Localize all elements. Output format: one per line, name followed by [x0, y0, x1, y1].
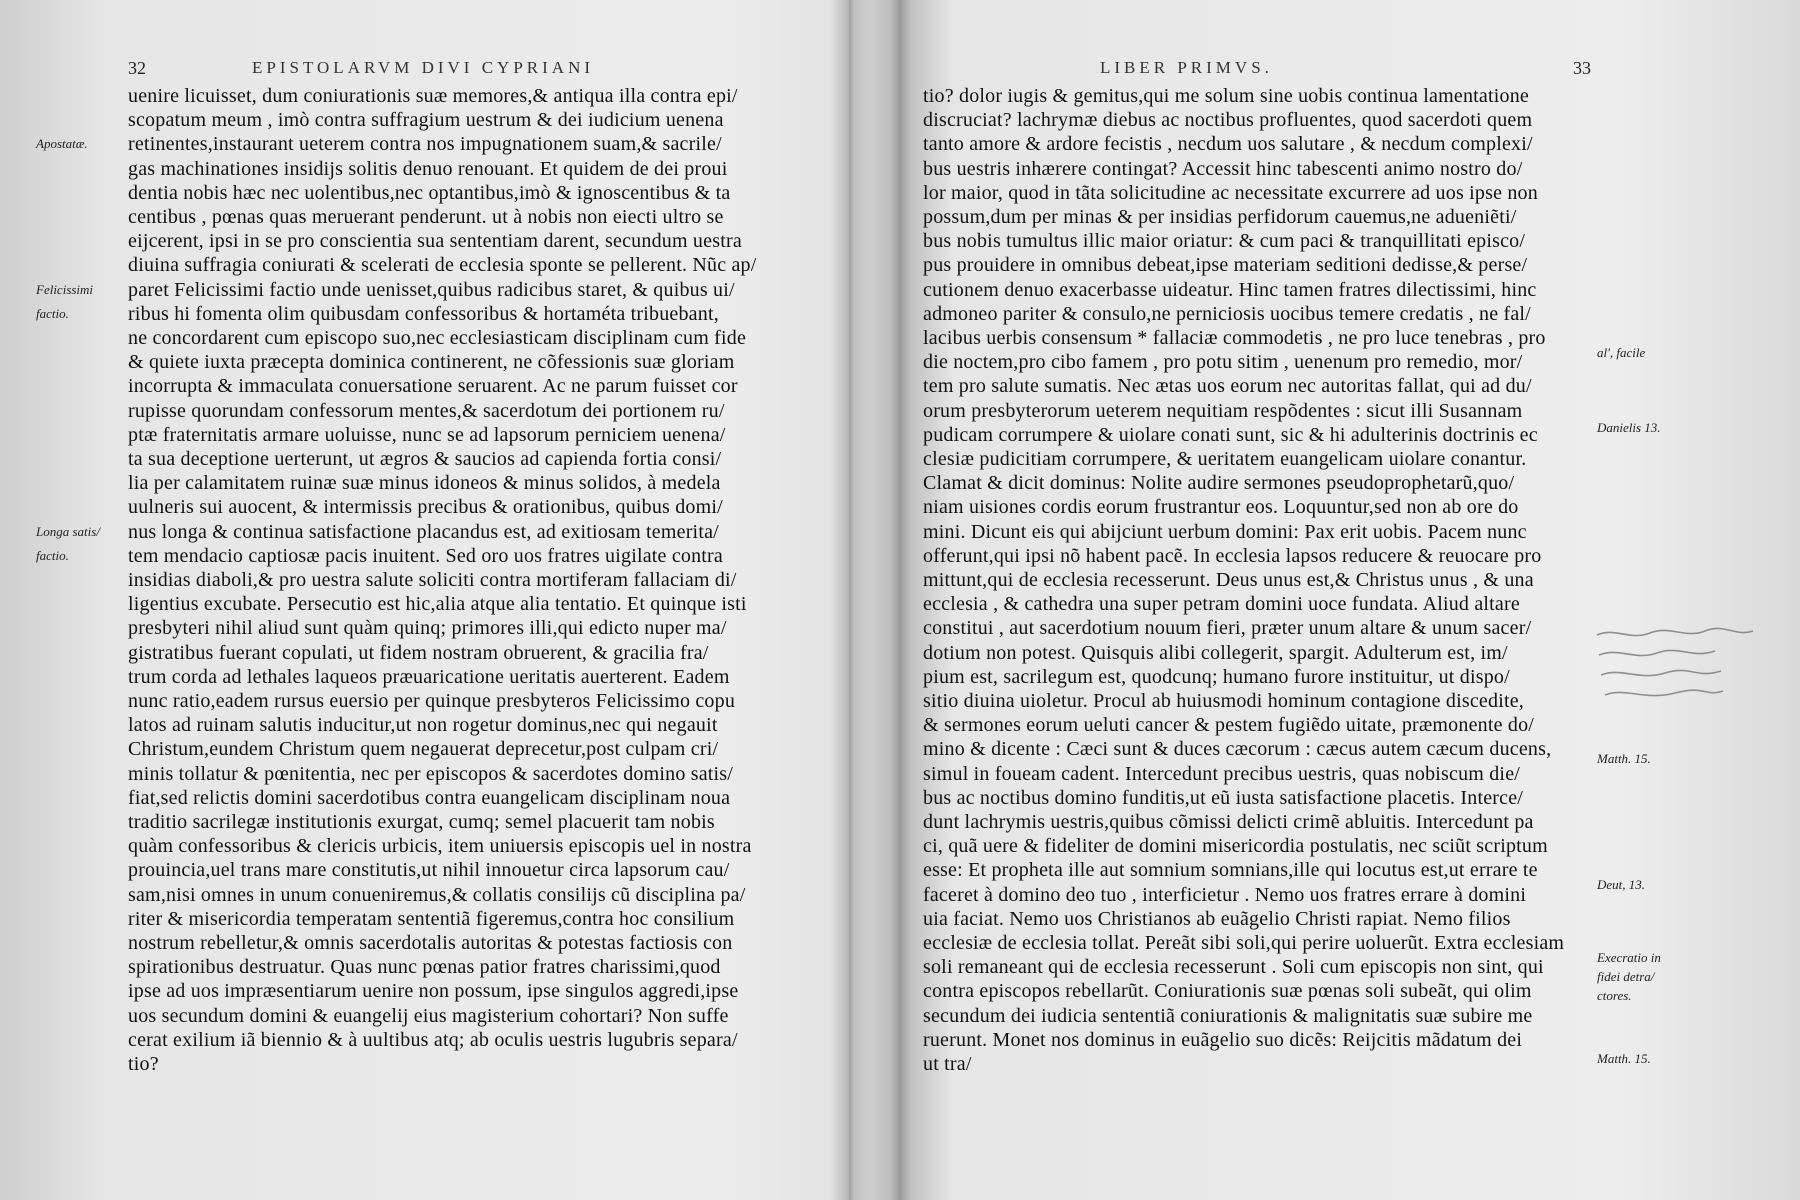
left-margin-note: factio. — [36, 547, 69, 563]
left-text-line: prouincia,uel trans mare constitutis,ut nihil innouetur circa lapsorum cau/ — [128, 859, 730, 882]
left-text-line: ne concordarent cum episcopo suo,nec ecclesiasticam disciplinam cum fide — [128, 327, 747, 349]
right-text-line: pus prouidere in omnibus debeat,ipse materiam seditioni dedisse,& perse/ — [923, 254, 1528, 277]
left-text-line: scopatum meum , imò contra suffragium uestrum & dei iudicium uenena — [128, 109, 724, 132]
right-text-line: die noctem,pro cibo famem , pro potu sitim , uenenum pro remedio, mor/ — [923, 351, 1523, 374]
left-text-line: & quiete iuxta præcepta dominica continerent, ne cõfessionis suæ gloriam — [128, 351, 735, 374]
right-text-line: ut tra/ — [923, 1053, 972, 1075]
right-text-line: contra episcopos rebellarũt. Coniurationis suæ pœnas soli subeãt, qui olim — [923, 980, 1532, 1003]
left-text-line: gas machinationes insidijs solitis denuo renouant. Et quidem de dei proui — [128, 157, 728, 180]
left-text-line: nunc ratio,eadem rursus euersio per quinque presbyteros Felicissimo copu — [128, 690, 736, 712]
right-margin-note: al', facile — [1597, 344, 1646, 360]
right-text-line: pudicam corrumpere & uiolare conati sunt, sic & hi adulterinis doctrinis ec — [923, 423, 1538, 446]
left-margin-note: Felicissimi — [36, 281, 94, 297]
right-margin-note: Execratio in — [1597, 949, 1661, 965]
right-text-line: bus uestris inhærere contingat? Accessit hinc tabescenti animo nostro do/ — [923, 157, 1523, 180]
left-text-line: spirationibus destruatur. Quas nunc pœnas patior fratres charissimi,quod — [128, 956, 721, 979]
right-margin-note: fidei detra/ — [1597, 968, 1655, 984]
left-text-line: tio? — [128, 1053, 159, 1075]
left-text-line: presbyteri nihil aliud sunt quàm quinq; primores illi,qui edicto nuper ma/ — [128, 617, 727, 640]
right-text-line: mittunt,qui de ecclesia recesserunt. Deus unus est,& Christus unus , & una — [923, 569, 1534, 591]
right-text-line: admoneo pariter & consulo,ne perniciosis uocibus temere credatis , ne fal/ — [923, 302, 1531, 325]
left-text-line: ligentius excubate. Persecutio est hic,alia atque alia tentatio. Et quinque isti — [128, 593, 747, 616]
left-text-line: gistratibus fuerant copulati, ut fidem nostram obruerent, & gracilia fra/ — [128, 641, 709, 664]
left-text-line: ptæ fraternitatis armare uoluisse, nunc se ad lapsorum perniciem uenena/ — [128, 423, 726, 446]
right-text-line: ruerunt. Monet nos dominus in euãgelio suo dicẽs: Reijcitis mãdatum dei — [923, 1028, 1523, 1051]
left-text-line: eijcerent, ipsi in se pro conscientia sua sententiam darent, secundum uestra — [128, 230, 742, 253]
right-text-line: offerunt,qui ipsi nõ habent pacẽ. In ecclesia lapsos reducere & reuocare pro — [923, 544, 1542, 567]
right-page — [855, 0, 1800, 1200]
left-page — [0, 0, 845, 1200]
left-text-line: tem mendacio captiosæ pacis inuitent. Sed oro uos fratres uigilate contra — [128, 544, 723, 567]
left-text-line: uos secundum domini & euangelij eius magisterium cohortari? Non suffe — [128, 1004, 729, 1027]
right-text-line: pium est, sacrilegum est, quodcunq; humano furore instituitur, ut dispo/ — [923, 665, 1510, 688]
left-text-line: cerat exilium iã biennio & à uultibus atq; ab oculis uestris lugubris separa/ — [128, 1028, 738, 1051]
left-text-line: paret Felicissimi factio unde uenisset,quibus radicibus staret, & quibus ui/ — [128, 278, 735, 301]
right-text-line: ecclesia , & cathedra una super petram domini uoce fundata. Aliud altare — [923, 593, 1520, 616]
right-margin-note: Matth. 15. — [1597, 1051, 1651, 1067]
left-text-line: dentia nobis hæc nec uolentibus,nec optantibus,imò & ignoscentibus & ta — [128, 181, 731, 204]
right-text-line: dotium non potest. Quisquis alibi collegerit, spargit. Adulterum est, im/ — [923, 641, 1508, 664]
left-text-line: minis tollatur & pœnitentia, nec per episcopos & sacerdotes domino satis/ — [128, 762, 734, 785]
left-text-line: sam,nisi omnes in unum conueniremus,& collatis consilijs cũ disciplina pa/ — [128, 883, 746, 906]
right-text-line: clesiæ pudicitiam corrumpere, & ueritatem euangelicam uiolare conantur. — [923, 448, 1527, 470]
right-text-line: orum presbyterorum ueterem nequitiam respõdentes : sicut illi Susannam — [923, 399, 1523, 422]
left-text-line: fiat,sed relictis domini sacerdotibus contra euangelicam disciplinam noua — [128, 786, 731, 809]
left-margin-note: factio. — [36, 305, 69, 321]
left-folio: 32 — [128, 58, 146, 78]
right-text-line: sitio diuina uioletur. Procul ab huiusmodi hominum contagione discedite, — [923, 690, 1524, 712]
left-text-line: uulneris sui auocent, & intermissis precibus & orationibus, quibus domi/ — [128, 496, 723, 519]
left-text-line: ipse ad uos impræsentiarum uenire non possum, ipse singulos aggredi,ipse — [128, 980, 739, 1003]
left-text-line: latos ad ruinam salutis inducitur,ut non rogetur dominus,nec qui negauit — [128, 714, 718, 737]
left-running-head: EPISTOLARVM DIVI CYPRIANI — [252, 58, 595, 77]
right-text-line: simul in foueam cadent. Intercedunt precibus uestris, quas nobiscum die/ — [923, 762, 1521, 785]
right-text-line: cutionem denuo exacerbasse uideatur. Hinc tamen fratres dilectissimi, hinc — [923, 278, 1537, 301]
left-text-line: traditio sacrilegæ institutionis exurgat, cumq; semel placuerit tam nobis — [128, 811, 715, 833]
right-text-line: Clamat & dicit dominus: Nolite audire sermones pseudoprophetarũ,quo/ — [923, 472, 1515, 495]
right-text-line: secundum dei iudicia sententiã coniurationis & malignitatis suæ subire me — [923, 1004, 1533, 1027]
left-text-line: uenire licuisset, dum coniurationis suæ memores,& antiqua illa contra epi/ — [128, 85, 738, 107]
right-text-line: tio? dolor iugis & gemitus,qui me solum sine uobis continua lamentatione — [923, 85, 1529, 107]
left-text-line: lia per calamitatem ruinæ suæ minus idoneos & minus solidos, à medela — [128, 472, 721, 495]
right-margin-note: Danielis 13. — [1597, 419, 1661, 435]
left-text-line: retinentes,instaurant ueterem contra nos impugnationem suam,& sacrile/ — [128, 133, 722, 156]
right-text-line: tanto amore & ardore fecistis , necdum uos salutare , & necdum complexi/ — [923, 133, 1533, 156]
left-text-line: trum corda ad lethales laqueos præuaricatione ueritatis auerterent. Eadem — [128, 665, 730, 688]
right-text-line: esse: Et propheta ille aut somnium somnians,ille qui locutus est,ut errare te — [923, 859, 1538, 882]
left-text-line: diuina suffragia coniurati & scelerati de ecclesia sponte se pellerent. Nũc ap/ — [128, 254, 757, 277]
right-margin-note: Matth. 15. — [1597, 751, 1651, 767]
left-text-line: insidias diaboli,& pro uestra salute soliciti contra mortiferam fallaciam di/ — [128, 569, 737, 591]
left-text-line: incorrupta & immaculata conuersatione seruarent. Ac ne parum fuisset cor — [128, 375, 738, 398]
handwritten-scribble — [1595, 625, 1755, 705]
left-text-line: riter & misericordia temperatam sententiã figeremus,contra hoc consilium — [128, 907, 735, 930]
right-folio: 33 — [1573, 58, 1591, 78]
right-text-line: mini. Dicunt eis qui abijciunt uerbum domini: Pax erit uobis. Pacem nunc — [923, 520, 1527, 543]
right-text-line: constitui , aut sacerdotium nouum fieri, præter unum altare & unum sacer/ — [923, 617, 1532, 640]
right-text-line: lor maior, quod in tãta solicitudine ac necessitate excurrere ad uos ipse non — [923, 181, 1538, 204]
left-text-line: ribus hi fomenta olim quibusdam confessoribus & hortaméta tribuebant, — [128, 302, 719, 325]
right-text-line: bus ac noctibus domino funditis,ut eũ iusta satisfactione placetis. Interce/ — [923, 786, 1524, 809]
right-text-line: & sermones eorum ueluti cancer & pestem fugiẽdo uitate, præmonente do/ — [923, 714, 1535, 737]
right-margin-note: ctores. — [1597, 988, 1632, 1004]
right-text-line: ci, quã uere & fideliter de domini misericordia postulatis, nec sciũt scriptum — [923, 835, 1548, 858]
left-text-line: rupisse quorundam confessorum mentes,& sacerdotum dei portionem ru/ — [128, 399, 725, 422]
left-margin-note: Longa satis/ — [36, 523, 100, 539]
right-text-line: faceret à domino deo tuo , interficietur . Nemo uos fratres errare à domini — [923, 883, 1527, 906]
right-text-line: soli remaneant qui de ecclesia recesserunt . Soli cum episcopis non sint, qui — [923, 956, 1544, 979]
right-text-line: lacibus uerbis consensum * fallaciæ commodetis , ne pro luce tenebras , pro — [923, 327, 1546, 349]
right-text-line: dunt lachrymis uestris,quibus cõmissi delicti crimẽ abluitis. Intercedunt pa — [923, 811, 1534, 833]
right-text-line: mino & dicente : Cæci sunt & duces cæcorum : cæcus autem cæcum ducens, — [923, 738, 1552, 761]
left-text-line: Christum,eundem Christum quem negauerat deprecetur,post culpam cri/ — [128, 738, 719, 761]
handwritten-annotation — [1595, 625, 1755, 711]
left-text-line: quàm confessoribus & clericis urbicis, item uniuersis episcopis uel in nostra — [128, 835, 752, 858]
left-text-line: nostrum rebelletur,& omnis sacerdotalis autoritas & potestas factiosis con — [128, 932, 733, 954]
left-text-line: centibus , pœnas quas meruerant penderunt. ut à nobis non eiecti ultro se — [128, 206, 724, 228]
right-text-line: possum,dum per minas & per insidias perfidorum cauemus,ne adueniẽti/ — [923, 206, 1517, 228]
right-text-line: tem pro salute sumatis. Nec ætas uos eorum nec autoritas fallat, qui ad du/ — [923, 375, 1532, 398]
right-running-head: LIBER PRIMVS. — [1100, 58, 1273, 77]
right-text-line: ecclesiæ de ecclesia tollat. Pereãt sibi soli,qui perire uoluerũt. Extra ecclesiam — [923, 932, 1565, 954]
right-text-line: uia faciat. Nemo uos Christianos ab euãgelio Christi rapiat. Nemo filios — [923, 907, 1511, 930]
right-text-line: discruciat? lachrymæ diebus ac noctibus profluentes, quod sacerdoti quem — [923, 109, 1533, 132]
right-margin-note: Deut, 13. — [1597, 876, 1646, 892]
right-text-line: bus nobis tumultus illic maior oriatur: & cum paci & tranquillitati episco/ — [923, 230, 1526, 253]
right-text-line: niam uisiones cordis eorum frustrantur eos. Loquuntur,sed non ab ore do — [923, 496, 1519, 519]
left-text-line: ta sua deceptione uerterunt, ut ægros & saucios ad capienda fortia consi/ — [128, 448, 722, 470]
left-text-line: nus longa & continua satisfactione placandus est, ad exitiosam temerita/ — [128, 520, 719, 543]
left-margin-note: Apostatæ. — [36, 136, 88, 152]
